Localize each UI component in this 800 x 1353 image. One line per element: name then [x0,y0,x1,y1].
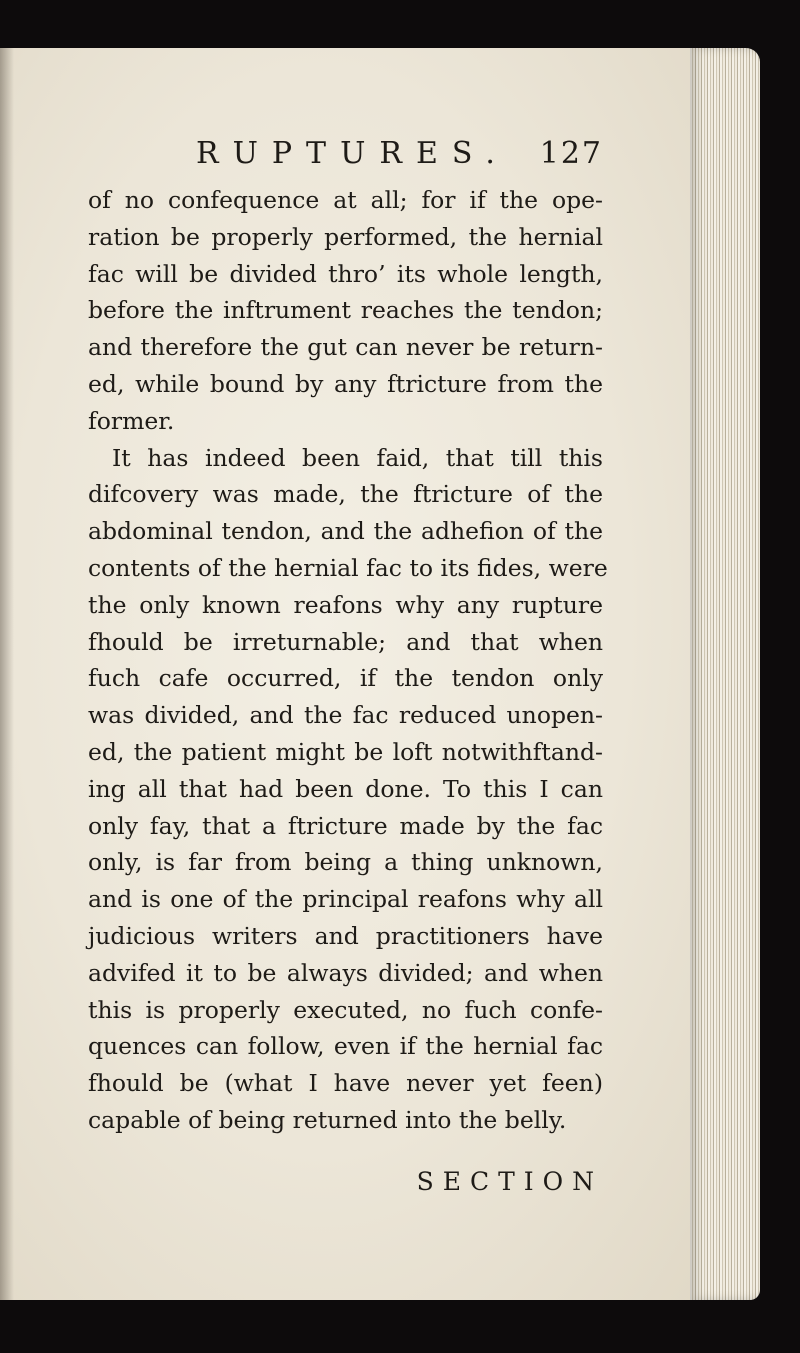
text-line: only, is far from being a thing unknown, [88,848,603,877]
page-number: 127 [539,136,603,171]
text-block [88,136,608,1196]
gutter-shadow [0,48,14,1300]
text-line: abdominal tendon, and the adhefion of the [88,517,603,546]
text-line: It has indeed been faid, that till this [112,443,603,472]
text-line: of no confequence at all; for if the ope- [88,186,603,214]
text-line: contents of the hernial fac to its fides, were [88,553,608,582]
catchword: SECTION [416,1166,603,1196]
text-line: was divided, and the fac reduced unopen- [88,701,603,730]
text-line: fac will be divided thro’ its whole length, [88,259,603,288]
text-line: quences can follow, even if the hernial fac [88,1032,603,1061]
text-line: fhould be irreturnable; and that when [88,627,603,656]
text-line: judicious writers and practitioners have [88,921,603,950]
page-edges [690,48,760,1300]
text-line: former. [88,406,175,435]
running-head [88,136,603,182]
text-line: only fay, that a ftricture made by the fac [88,811,603,840]
text-line: and therefore the gut can never be return- [88,333,603,362]
text-line: the only known reafons why any rupture [88,590,603,619]
text-line: ing all that had been done. To this I can [88,774,603,803]
text-line: advifed it to be always divided; and when [88,958,603,987]
text-line: ration be properly performed, the hernial [88,222,603,251]
text-line: difcovery was made, the ftricture of the [88,480,603,509]
text-line: before the inftrument reaches the tendon; [88,296,603,325]
text-line: and is one of the principal reafons why all [88,885,603,914]
text-line: ed, the patient might be loft notwithftand- [88,737,603,766]
running-title: RUPTURES. [196,136,509,171]
text-line: ed, while bound by any ftricture from the [88,369,603,398]
text-line: this is properly executed, no fuch confe- [88,995,603,1024]
text-line: fhould be (what I have never yet feen) [88,1069,603,1098]
text-line: capable of being returned into the belly. [88,1105,567,1134]
text-line: fuch cafe occurred, if the tendon only [88,664,603,693]
